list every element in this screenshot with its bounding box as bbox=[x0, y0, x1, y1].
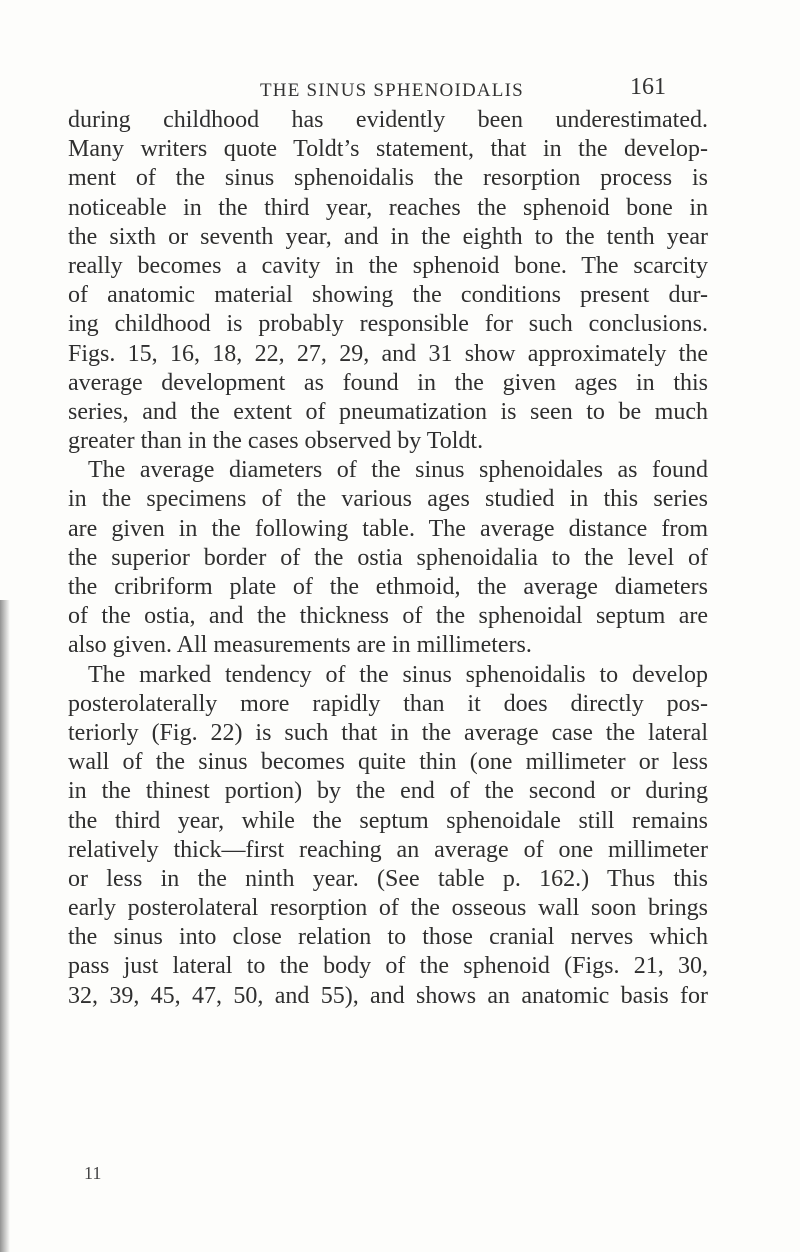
text-line: relatively thick—first reaching an average of one millimeter bbox=[68, 836, 708, 863]
body-text bbox=[68, 106, 708, 1011]
text-line: Figs. 15, 16, 18, 22, 27, 29, and 31 show approximately the bbox=[68, 340, 708, 367]
text-line: early posterolateral resorption of the osseous wall soon brings bbox=[68, 895, 708, 922]
text-line: are given in the following table. The average distance from bbox=[68, 515, 708, 542]
page-number: 161 bbox=[630, 74, 666, 100]
text-line: ing childhood is probably responsible for such conclusions. bbox=[68, 311, 708, 338]
text-line: posterolaterally more rapidly than it does directly pos- bbox=[68, 690, 708, 717]
text-line: series, and the extent of pneumatization is seen to be much bbox=[68, 398, 708, 425]
text-line: the cribriform plate of the ethmoid, the average diameters bbox=[68, 574, 708, 600]
text-line: ment of the sinus sphenoidalis the resorption process is bbox=[68, 165, 708, 192]
text-line: of the ostia, and the thickness of the sphenoidal septum are bbox=[68, 603, 708, 630]
text-line: The marked tendency of the sinus sphenoidalis to develop bbox=[88, 661, 708, 688]
text-line: in the thinest portion) by the end of the second or during bbox=[68, 778, 708, 805]
text-line: or less in the ninth year. (See table p. 162.) Thus this bbox=[68, 865, 708, 892]
text-line: greater than in the cases observed by Toldt. bbox=[68, 428, 484, 455]
signature-mark: 11 bbox=[84, 1163, 102, 1183]
text-line: pass just lateral to the body of the sphenoid (Figs. 21, 30, bbox=[68, 953, 708, 980]
text-line: the sixth or seventh year, and in the eighth to the tenth year bbox=[68, 223, 708, 250]
text-line: in the specimens of the various ages studied in this series bbox=[68, 486, 708, 513]
text-line: the superior border of the ostia sphenoidalia to the level of bbox=[68, 544, 708, 571]
text-line: Many writers quote Toldt’s statement, that in the develop- bbox=[68, 136, 708, 163]
text-line: the sinus into close relation to those cranial nerves which bbox=[68, 924, 708, 951]
text-line: the third year, while the septum sphenoidale still remains bbox=[68, 807, 708, 834]
text-line: also given. All measurements are in millimeters. bbox=[68, 632, 532, 659]
text-line: average development as found in the given ages in this bbox=[68, 369, 708, 396]
text-line: noticeable in the third year, reaches the sphenoid bone in bbox=[68, 194, 708, 221]
running-head: THE SINUS SPHENOIDALIS bbox=[260, 80, 524, 101]
gutter-shadow bbox=[0, 600, 10, 1252]
text-line: of anatomic material showing the conditions present dur- bbox=[68, 282, 708, 309]
text-line: teriorly (Fig. 22) is such that in the average case the lateral bbox=[68, 719, 708, 746]
text-line: during childhood has evidently been underestimated. bbox=[68, 107, 708, 133]
text-line: The average diameters of the sinus sphenoidales as found bbox=[88, 457, 708, 484]
text-line: 32, 39, 45, 47, 50, and 55), and shows an anatomic basis for bbox=[68, 982, 708, 1009]
text-line: really becomes a cavity in the sphenoid bone. The scarcity bbox=[68, 252, 708, 279]
text-line: wall of the sinus becomes quite thin (one millimeter or less bbox=[68, 749, 708, 776]
